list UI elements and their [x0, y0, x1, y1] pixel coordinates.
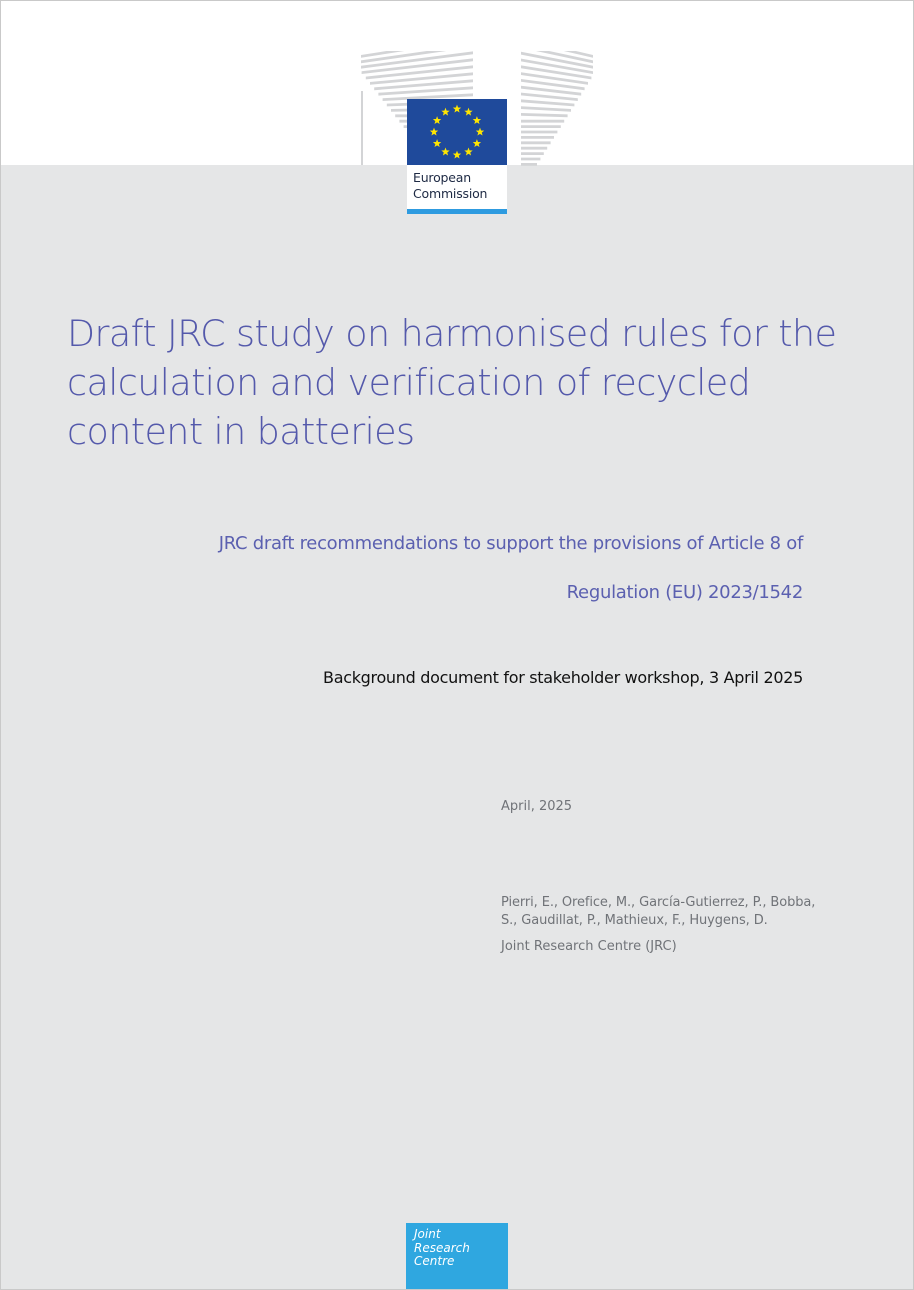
logo-line-1: European	[413, 170, 471, 185]
logo-accent-bar	[407, 209, 507, 214]
european-commission-logo	[357, 51, 597, 216]
logo-wordmark	[407, 165, 507, 209]
authors	[501, 894, 821, 930]
subtitle-line-1: JRC draft recommendations to support the provisions of Article 8 of	[218, 533, 803, 554]
document-subtitle	[183, 519, 803, 617]
jrc-logo-line-3: Centre	[414, 1254, 455, 1268]
eu-flag-icon	[407, 99, 507, 165]
organisation: Joint Research Centre (JRC)	[501, 939, 677, 954]
jrc-logo-line-1: Joint	[414, 1227, 441, 1241]
jrc-logo-line-2: Research	[414, 1240, 470, 1255]
background-note: Background document for stakeholder workshop, 3 April 2025	[323, 668, 803, 687]
authors-line-2: S., Gaudillat, P., Mathieux, F., Huygens, D.	[501, 913, 768, 928]
subtitle-line-2: Regulation (EU) 2023/1542	[566, 582, 803, 603]
logo-line-2: Commission	[413, 185, 488, 201]
jrc-logo	[406, 1223, 508, 1289]
document-title: Draft JRC study on harmonised rules for the calculation and verification of recycled content in batteries	[67, 312, 837, 453]
publication-date: April, 2025	[501, 799, 573, 814]
authors-line-1: Pierri, E., Orefice, M., García-Gutierrez, P., Bobba,	[501, 895, 816, 910]
